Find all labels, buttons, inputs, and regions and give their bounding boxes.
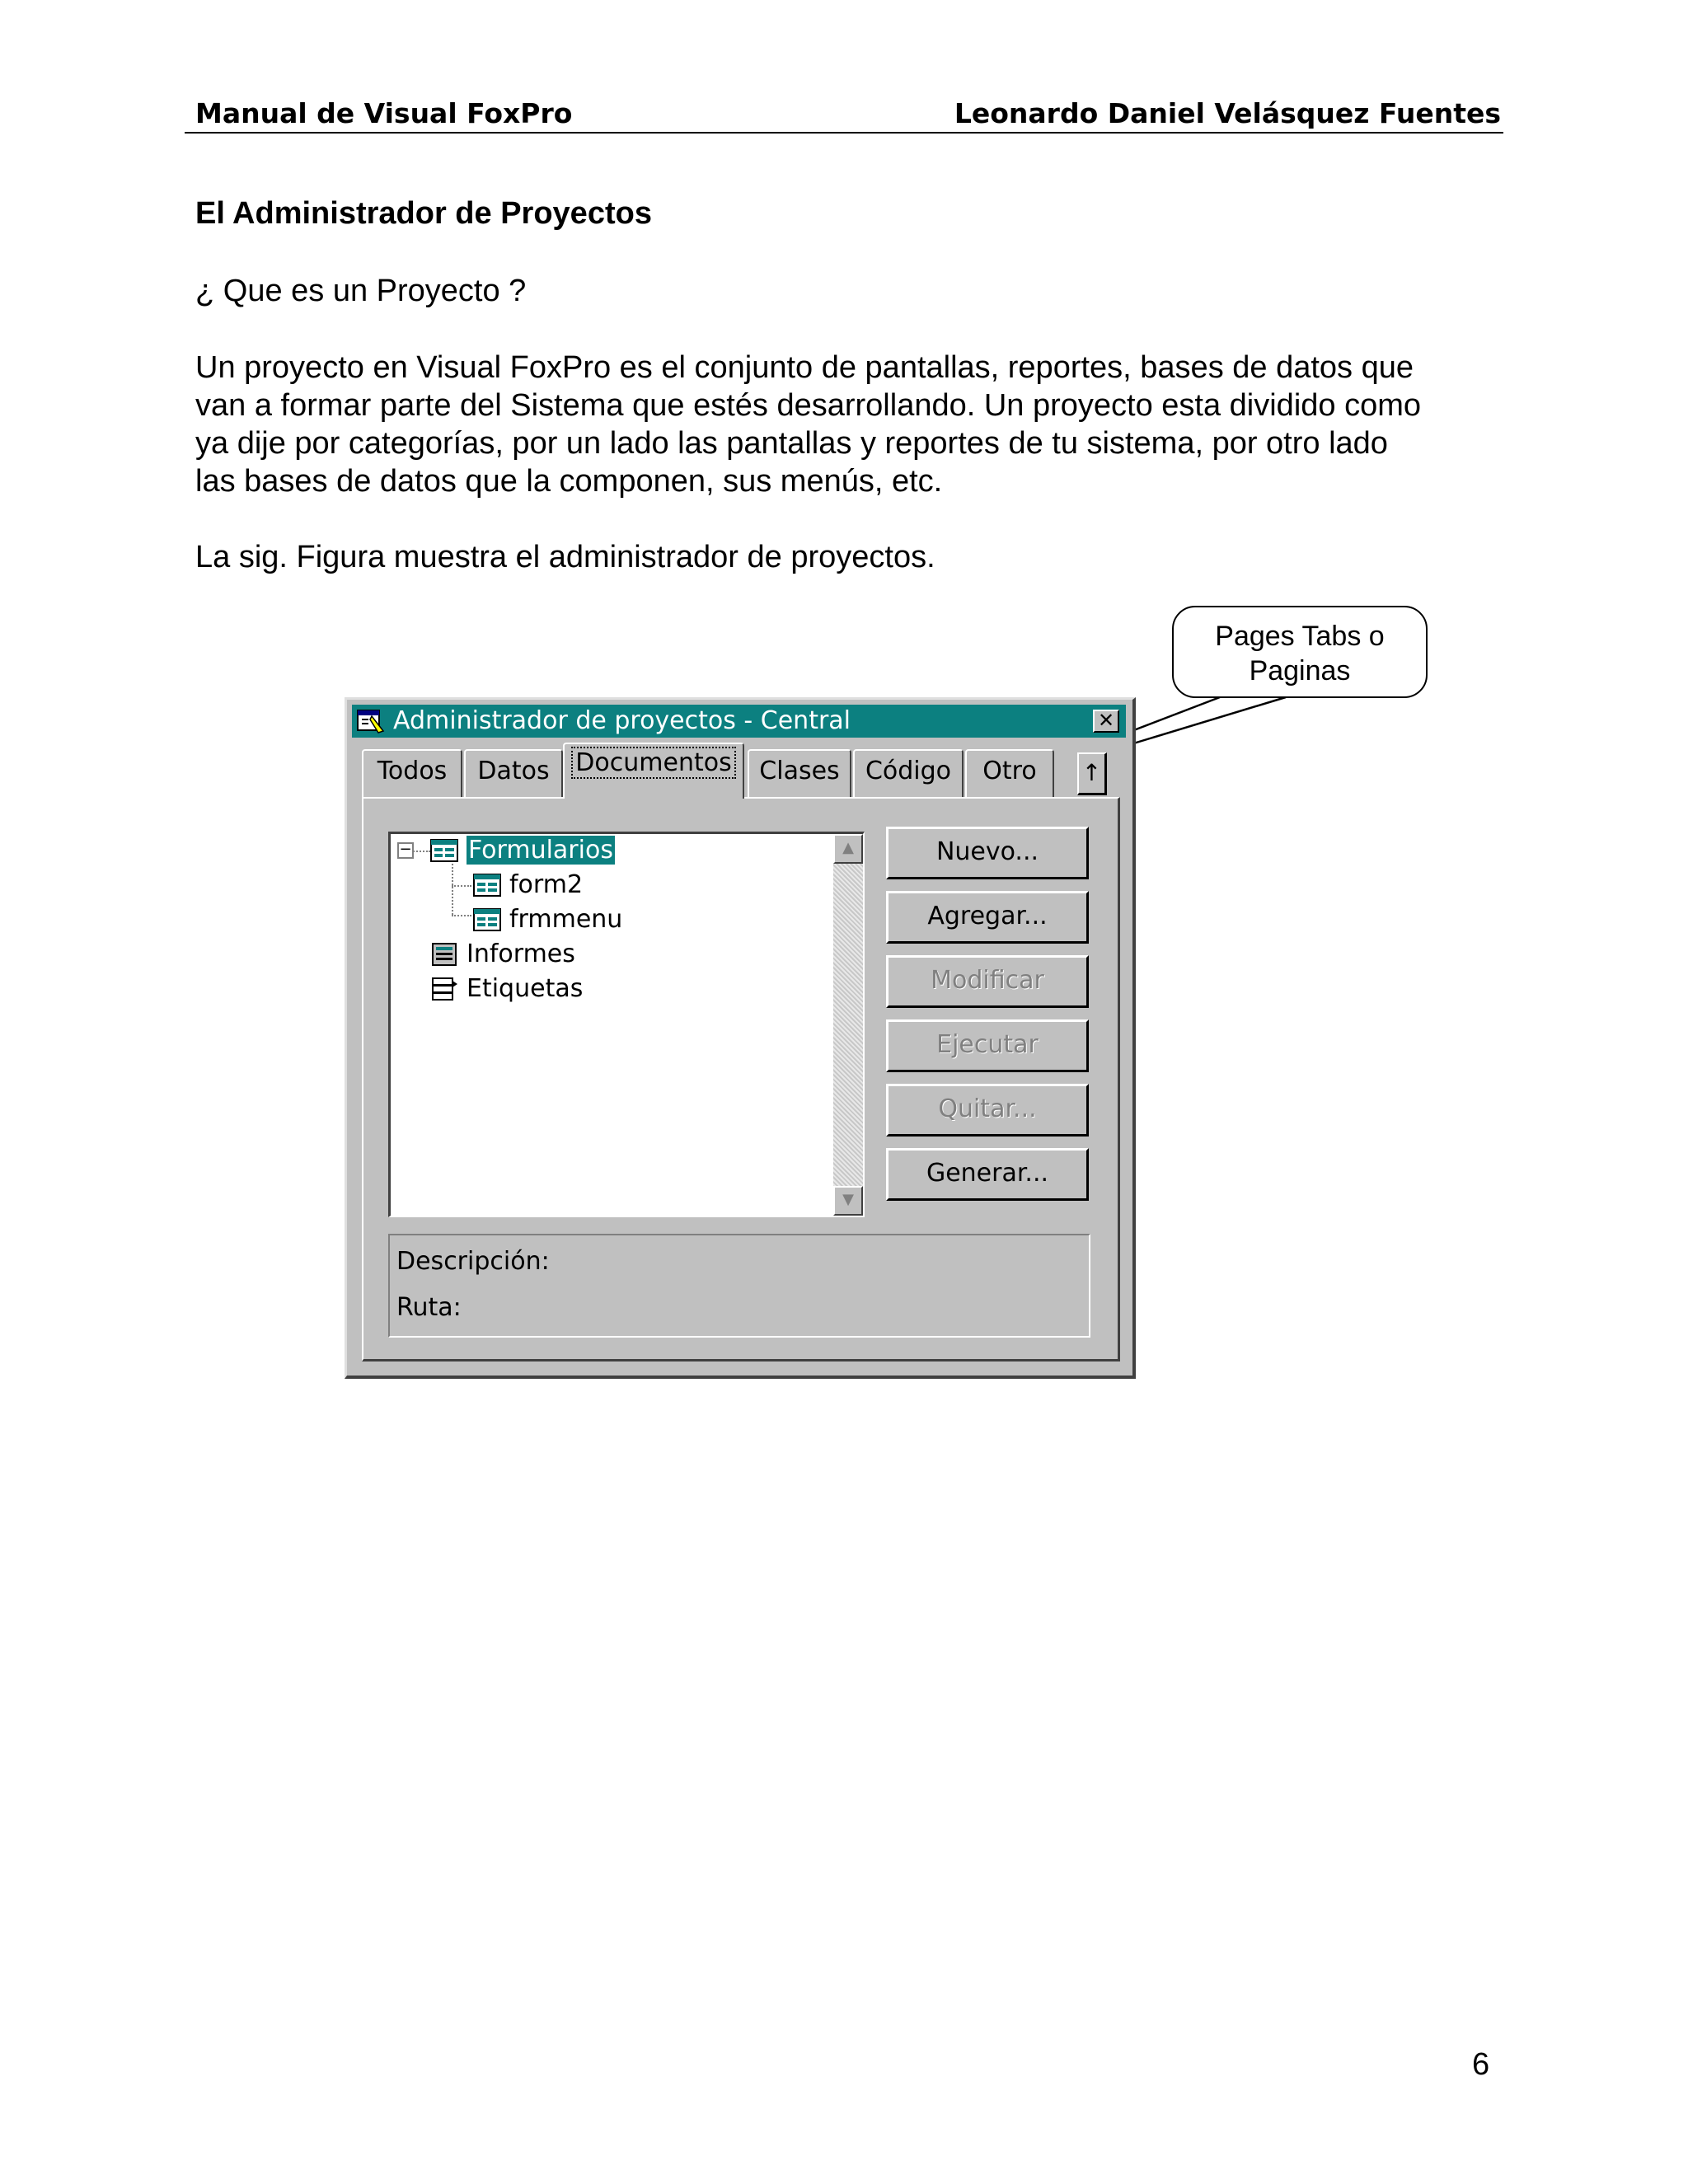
form-icon: [473, 908, 501, 931]
form-icon: [430, 839, 458, 862]
callout-bubble: [1172, 606, 1428, 698]
button-label: Modificar: [931, 966, 1044, 995]
tab-documentos[interactable]: [563, 743, 744, 799]
button-label: Agregar...: [927, 902, 1048, 930]
tab-label: Clases: [759, 757, 840, 785]
scroll-up-button[interactable]: [833, 834, 863, 864]
paragraph-line: ya dije por categorías, por un lado las pantallas y reportes de tu sistema, por otro lado: [195, 426, 1388, 461]
tree-connector: [452, 885, 471, 887]
page-number: 6: [1472, 2047, 1490, 2082]
tree-item-informes[interactable]: [430, 938, 575, 971]
tree-item-etiquetas[interactable]: [430, 972, 583, 1005]
tree-item-frmmenu[interactable]: [473, 903, 622, 936]
tree-connector: [452, 864, 453, 915]
tab-todos[interactable]: [362, 749, 462, 797]
scroll-down-button[interactable]: [833, 1186, 863, 1216]
modificar-button[interactable]: [886, 955, 1089, 1008]
callout-line: Paginas: [1249, 655, 1351, 687]
document-tree[interactable]: [388, 832, 865, 1217]
paragraph-line: Un proyecto en Visual FoxPro es el conjunto de pantallas, reportes, bases de datos que: [195, 350, 1414, 385]
project-icon: [357, 708, 385, 734]
agregar-button[interactable]: [886, 891, 1089, 944]
label-icon: [430, 977, 458, 1001]
arrow-up-icon: ↑: [1081, 759, 1102, 786]
header-rule: [185, 132, 1503, 134]
tab-otro[interactable]: [965, 749, 1054, 797]
paragraph-line: van a formar parte del Sistema que estés desarrollando. Un proyecto esta dividido como: [195, 388, 1422, 423]
scroll-up-icon: ▲: [842, 839, 854, 856]
tab-datos[interactable]: [464, 749, 563, 797]
form-icon: [473, 874, 501, 897]
tab-label: Documentos: [571, 747, 735, 779]
collapse-icon[interactable]: −: [397, 842, 414, 859]
tree-item-label: Formularios: [468, 836, 613, 865]
window-titlebar[interactable]: [352, 705, 1126, 738]
header-left-title: Manual de Visual FoxPro: [195, 97, 573, 129]
ejecutar-button[interactable]: [886, 1019, 1089, 1072]
question-text: ¿ Que es un Proyecto ?: [195, 274, 527, 308]
generar-button[interactable]: [886, 1148, 1089, 1201]
tree-connector: [452, 915, 471, 916]
path-label: Ruta:: [396, 1293, 462, 1322]
tree-scrollbar[interactable]: [833, 834, 863, 1216]
button-label: Generar...: [926, 1159, 1049, 1188]
callout-line: Pages Tabs o: [1215, 621, 1385, 652]
tab-label: Todos: [377, 757, 448, 785]
description-box: [388, 1234, 1090, 1338]
tab-label: Otro: [982, 757, 1037, 785]
tree-item-label: frmmenu: [509, 905, 623, 934]
figure-caption: La sig. Figura muestra el administrador de proyectos.: [195, 540, 935, 574]
header-right-author: Leonardo Daniel Velásquez Fuentes: [954, 97, 1501, 129]
close-button[interactable]: [1093, 710, 1119, 733]
tree-item-label: Informes: [467, 940, 575, 968]
tab-scroll-button[interactable]: [1077, 752, 1107, 795]
tab-clases[interactable]: [748, 749, 851, 797]
tab-label: Datos: [477, 757, 550, 785]
tree-item-formularios[interactable]: [430, 834, 615, 867]
tree-item-label: Etiquetas: [467, 974, 584, 1003]
report-icon: [430, 943, 458, 966]
tab-label: Código: [865, 757, 952, 785]
close-icon: ✕: [1097, 709, 1115, 732]
window-title: Administrador de proyectos - Central: [393, 706, 851, 735]
scroll-down-icon: ▼: [842, 1191, 854, 1208]
button-label: Nuevo...: [935, 837, 1039, 866]
tree-item-form2[interactable]: [473, 869, 583, 902]
section-title: El Administrador de Proyectos: [195, 196, 652, 231]
project-manager-window: [345, 697, 1136, 1379]
tree-item-label: form2: [509, 870, 584, 899]
body-paragraph: [195, 349, 1500, 500]
button-label: Ejecutar: [936, 1030, 1039, 1059]
button-label: Quitar...: [938, 1094, 1037, 1123]
quitar-button[interactable]: [886, 1084, 1089, 1137]
nuevo-button[interactable]: [886, 827, 1089, 879]
paragraph-line: las bases de datos que la componen, sus menús, etc.: [195, 464, 943, 499]
description-label: Descripción:: [396, 1247, 550, 1276]
tab-codigo[interactable]: [853, 749, 964, 797]
